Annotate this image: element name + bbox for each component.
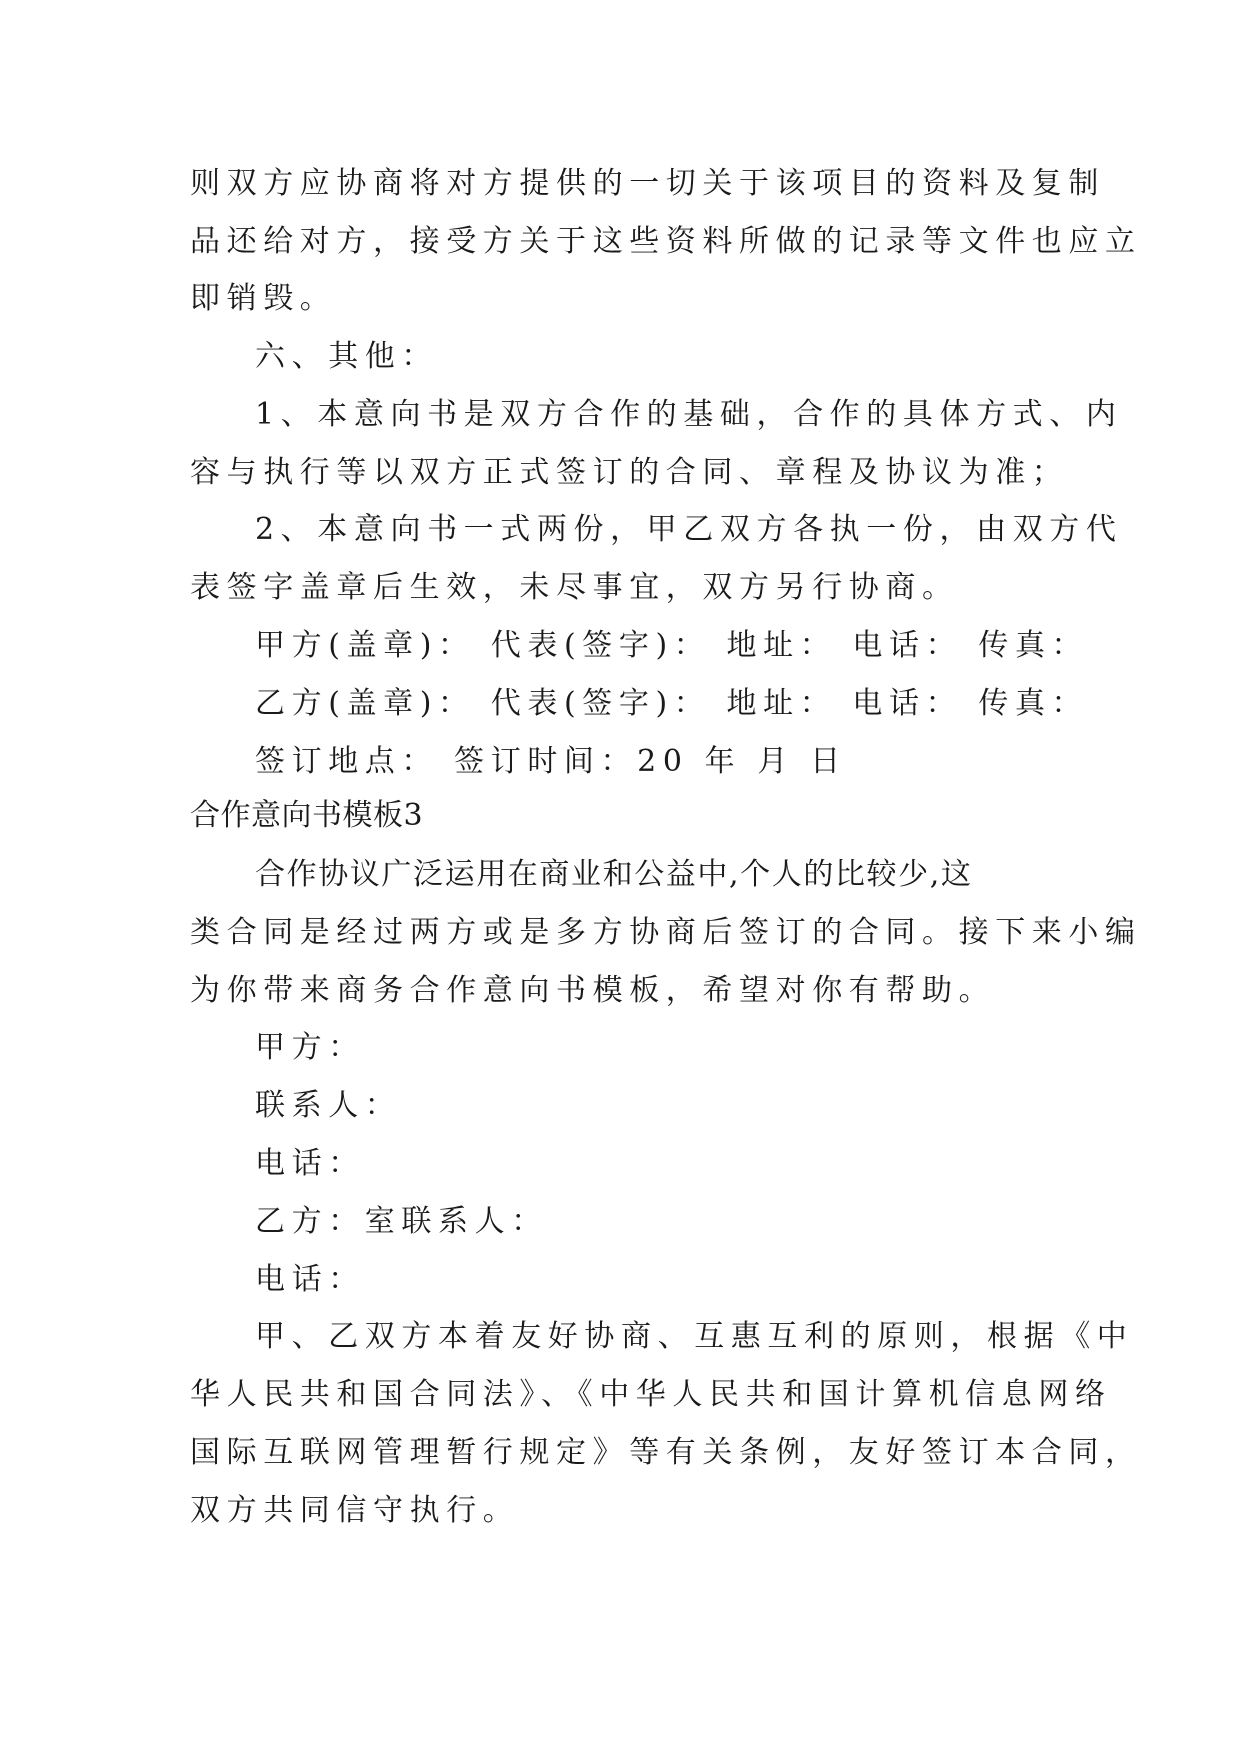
party-b-label: 乙方：室联系人： (255, 1204, 548, 1239)
phone-label: 电话： (255, 1146, 365, 1181)
paragraph-line: 国际互联网管理暂行规定》等有关条例，友好签订本合同， (190, 1435, 1142, 1470)
paragraph-line: 2、本意向书一式两份，甲乙双方各执一份，由双方代 (255, 512, 1123, 547)
paragraph-line: 品还给对方，接受方关于这些资料所做的记录等文件也应立 (190, 224, 1142, 259)
contact-label: 联系人： (255, 1088, 402, 1123)
document-title: 合作意向书模板3 (190, 798, 424, 833)
paragraph-line: 1、本意向书是双方合作的基础，合作的具体方式、内 (255, 397, 1123, 432)
paragraph-line: 甲、乙双方本着友好协商、互惠互利的原则，根据《中 (255, 1319, 1134, 1354)
signature-line-party-a: 甲方(盖章)： 代表(签字)： 地址： 电话： 传真： (255, 628, 1089, 663)
paragraph-line: 双方共同信守执行。 (190, 1493, 520, 1528)
party-a-label: 甲方： (255, 1030, 365, 1065)
paragraph-line: 则双方应协商将对方提供的一切关于该项目的资料及复制 (190, 166, 1105, 201)
signature-line-party-b: 乙方(盖章)： 代表(签字)： 地址： 电话： 传真： (255, 686, 1089, 721)
section-heading: 六、其他： (255, 339, 438, 374)
phone-label: 电话： (255, 1262, 365, 1297)
paragraph-line: 容与执行等以双方正式签订的合同、章程及协议为准； (190, 455, 1069, 490)
paragraph-line: 为你带来商务合作意向书模板，希望对你有帮助。 (190, 973, 996, 1008)
paragraph-line: 类合同是经过两方或是多方协商后签订的合同。接下来小编 (190, 915, 1142, 950)
signing-place-date: 签订地点： 签订时间：20 年 月 日 (255, 744, 847, 779)
paragraph-line: 即销毁。 (190, 281, 337, 316)
paragraph-line: 合作协议广泛运用在商业和公益中,个人的比较少,这 (255, 857, 973, 892)
paragraph-line: 华人民共和国合同法》、《中华人民共和国计算机信息网络 (190, 1377, 1112, 1412)
paragraph-line: 表签字盖章后生效，未尽事宜，双方另行协商。 (190, 570, 959, 605)
